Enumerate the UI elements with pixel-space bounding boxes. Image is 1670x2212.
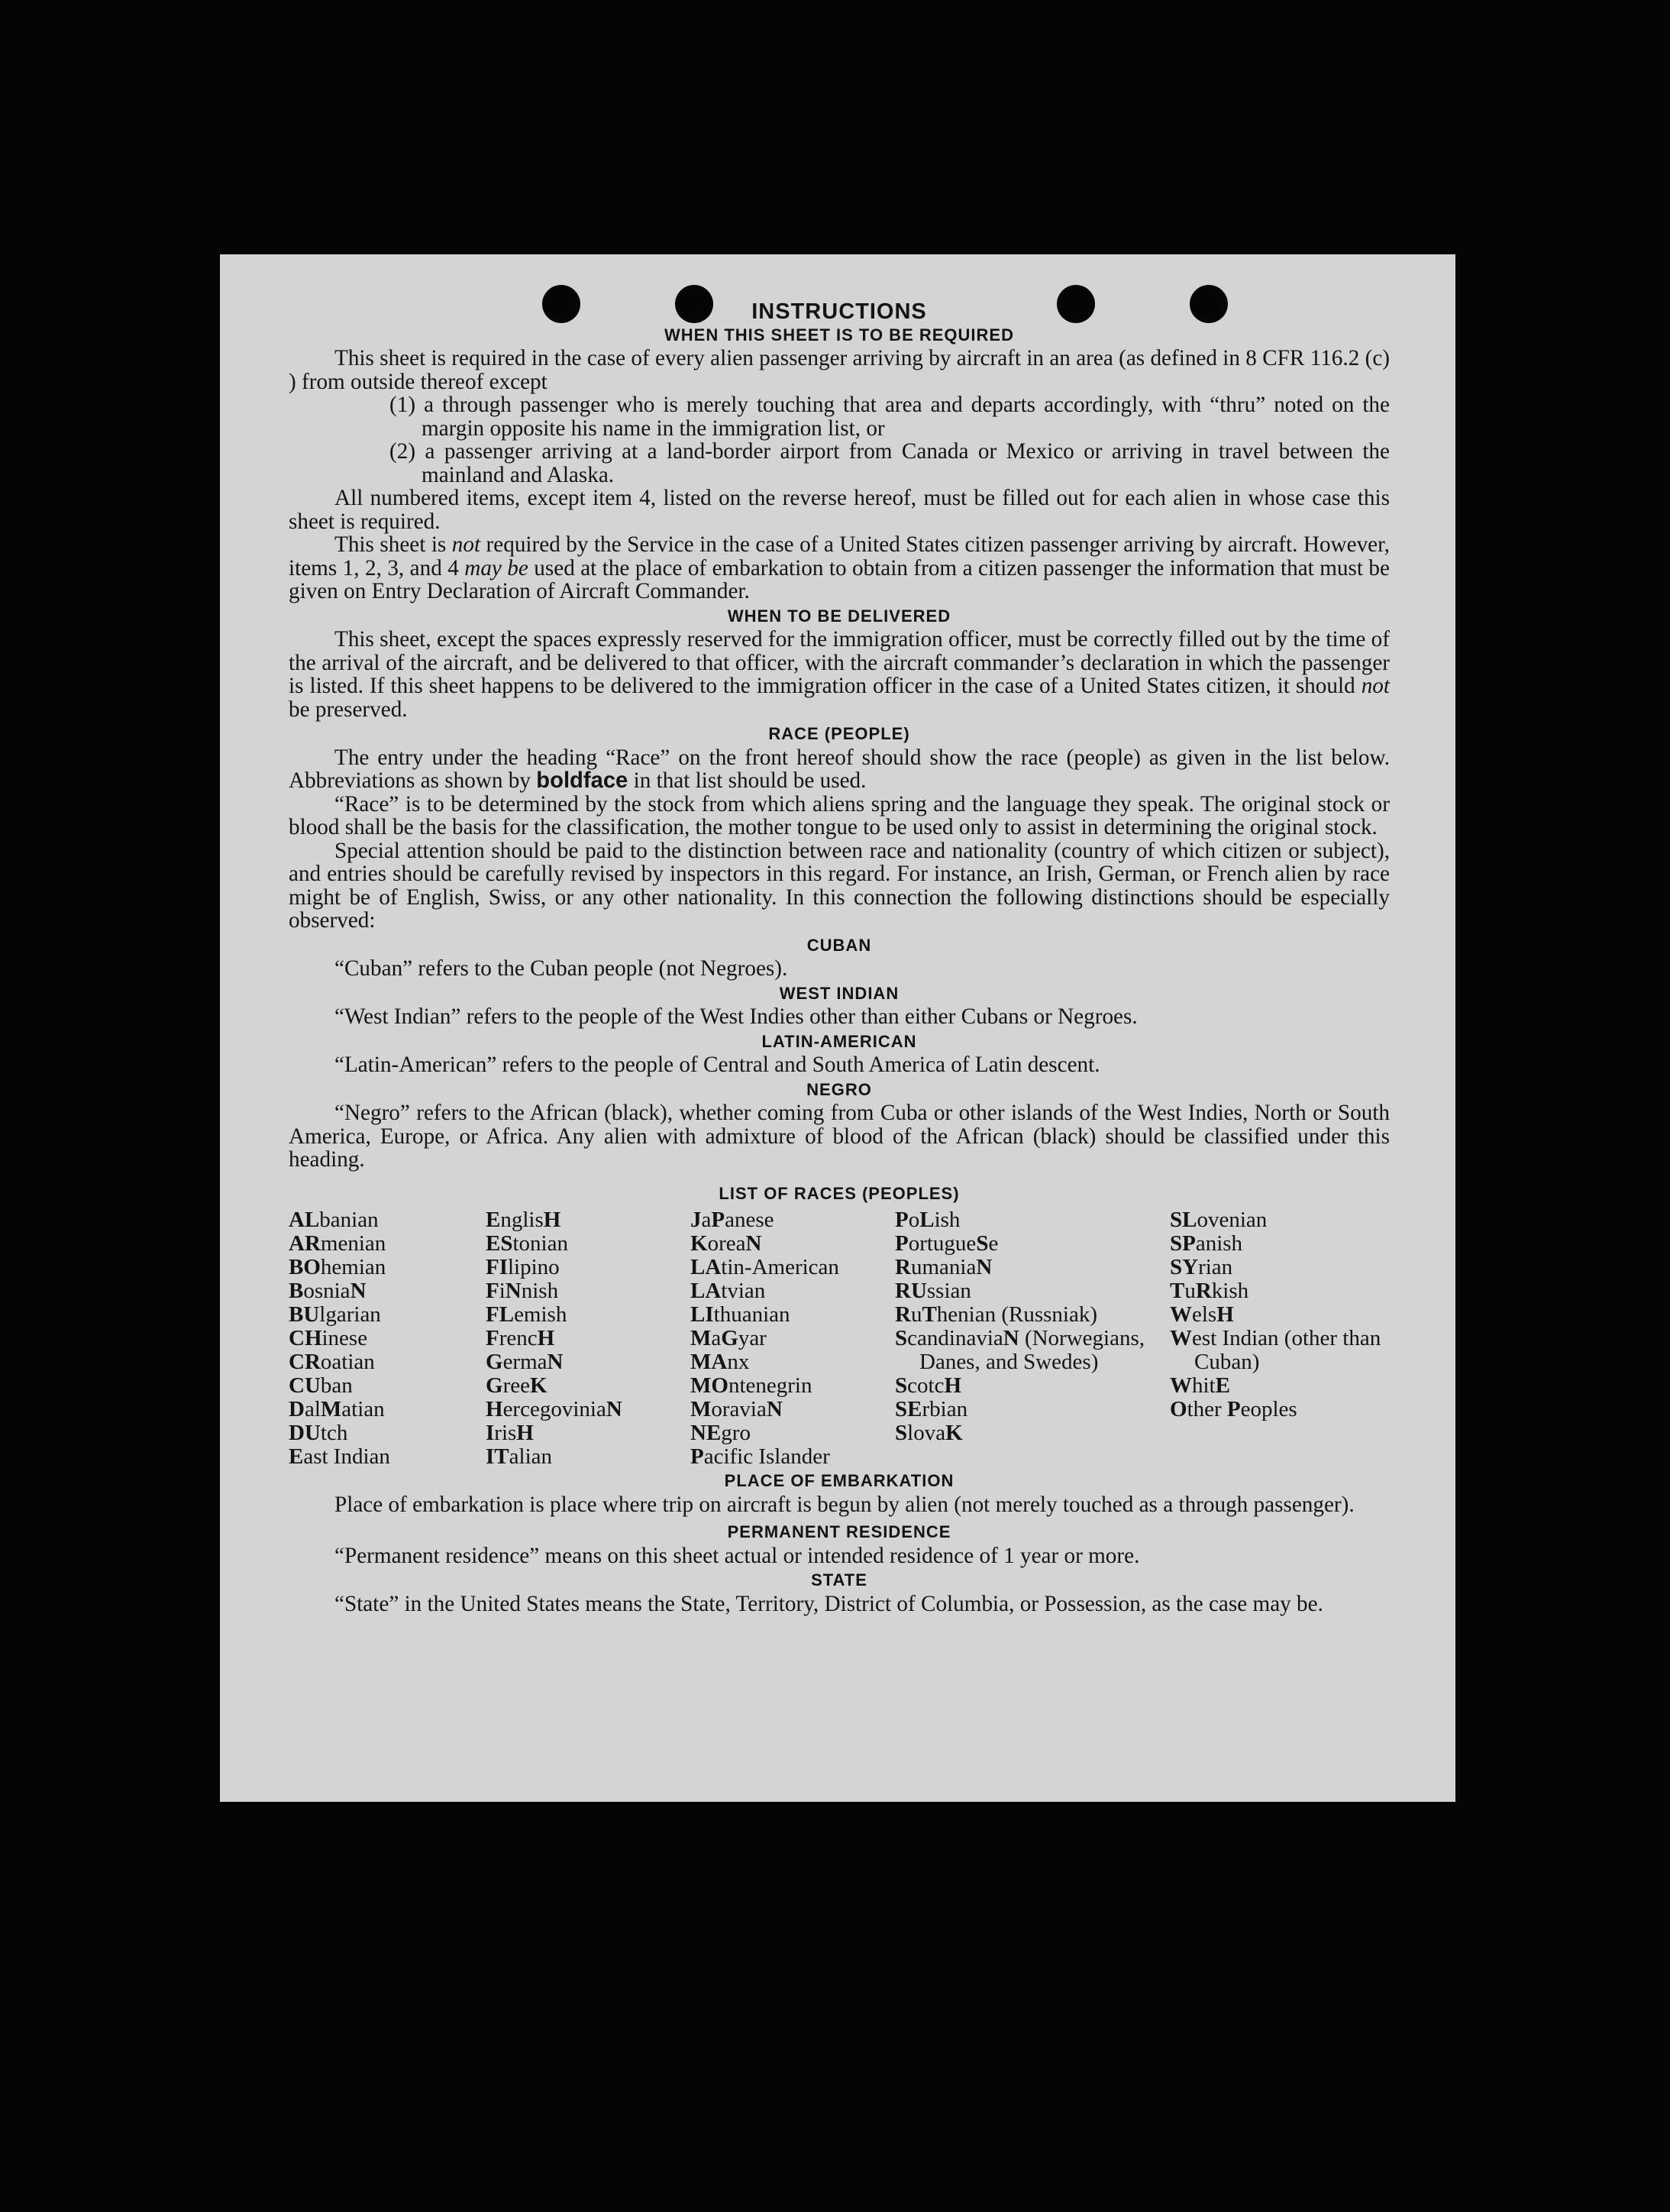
page-title: INSTRUCTIONS xyxy=(751,299,927,324)
section-heading-negro: NEGRO xyxy=(806,1079,872,1099)
race-entry: ScotcH xyxy=(895,1373,962,1398)
race-entry: GreeK xyxy=(486,1373,548,1398)
race-entry: KoreaN xyxy=(690,1231,762,1256)
race-entry: FrencH xyxy=(486,1326,555,1350)
race-entry: FLemish xyxy=(486,1302,567,1327)
section-heading-required: WHEN THIS SHEET IS TO BE REQUIRED xyxy=(664,325,1014,344)
race-entry: PoLish xyxy=(895,1208,961,1232)
race-entry: MAnx xyxy=(690,1350,750,1374)
race-entry: DUtch xyxy=(289,1421,348,1445)
race-entry: CHinese xyxy=(289,1326,368,1350)
section-heading-embarkation: PLACE OF EMBARKATION xyxy=(724,1471,955,1490)
race-entry: ARmenian xyxy=(289,1231,386,1256)
section-heading-state: STATE xyxy=(811,1570,867,1589)
section-heading-cuban: CUBAN xyxy=(806,935,872,955)
race-entry: RumaniaN xyxy=(895,1255,993,1279)
race-entry: East Indian xyxy=(289,1444,390,1469)
race-entry: GermaN xyxy=(486,1350,564,1374)
race-entry: EStonian xyxy=(486,1231,568,1256)
race-entry: SlovaK xyxy=(895,1421,963,1445)
delivered-paragraph: This sheet, except the spaces expressly reserved for the immigration officer, must be correctly filled out by the time of the arrival of the aircraft, and be delivered to that officer, with the aircraft commander’s declaration in which the passenger is listed. If this sheet happens to be delivered to the immigration officer in the case of a United States citizen, it should not be preserved. xyxy=(289,627,1390,722)
race-entry: LAtin-American xyxy=(690,1255,839,1279)
race-entry: BUlgarian xyxy=(289,1302,381,1327)
race-entry: BosniaN xyxy=(289,1279,367,1303)
race-entry: FiNnish xyxy=(486,1279,559,1303)
race-entry: EnglisH xyxy=(486,1208,561,1232)
race-paragraph-3: Special attention should be paid to the distinction between race and nationality (country of which citizen or subject), and entries should be carefully revised by inspectors in this regard. For instance, an Irish, German, or French alien by race might be of English, Swiss, or any other nationality. In this connection the following distinctions should be especially observed: xyxy=(289,838,1390,933)
negro-definition: “Negro” refers to the African (black), whether coming from Cuba or other islands of the West Indies, North or South America, Europe, or Africa. Any alien with admixture of blood of the African (black) should be classified under this heading. xyxy=(289,1101,1390,1172)
embarkation-definition: Place of embarkation is place where trip on aircraft is begun by alien (not merely touched as a through passenger). xyxy=(334,1492,1355,1517)
race-entry: LAtvian xyxy=(690,1279,766,1303)
race-entry: ScandinaviaN (Norwegians, Danes, and Swedes) xyxy=(895,1326,1145,1374)
section-heading-delivered: WHEN TO BE DELIVERED xyxy=(727,606,951,626)
race-entry: RUssian xyxy=(895,1279,971,1303)
race-entry: MOntenegrin xyxy=(690,1373,812,1398)
section-heading-race: RACE (PEOPLE) xyxy=(768,724,910,743)
instructions-body xyxy=(289,300,1390,1615)
race-entry: SYrian xyxy=(1170,1255,1233,1279)
race-entry: FIlipino xyxy=(486,1255,560,1279)
race-entry: BOhemian xyxy=(289,1255,386,1279)
races-column-1 xyxy=(289,1208,480,1469)
race-paragraph-2: “Race” is to be determined by the stock from which aliens spring and the language they speak. The original stock or blood shall be the basis for the classification, the mother tongue to be used only to assist in determining the original stock. xyxy=(289,791,1390,839)
race-entry: SPanish xyxy=(1170,1231,1243,1256)
section-heading-west-indian: WEST INDIAN xyxy=(779,983,900,1003)
residence-definition: “Permanent residence” means on this sheet actual or intended residence of 1 year or more. xyxy=(334,1543,1140,1568)
race-entry: HercegoviniaN xyxy=(486,1397,622,1421)
exception-2: (2) a passenger arriving at a land-border airport from Canada or Mexico or arriving in travel between the mainland and Alaska. xyxy=(389,439,1390,487)
cuban-definition: “Cuban” refers to the Cuban people (not Negroes). xyxy=(334,956,788,981)
section-heading-residence: PERMANENT RESIDENCE xyxy=(727,1522,951,1541)
race-entry: SErbian xyxy=(895,1397,968,1421)
race-entry: Pacific Islander xyxy=(690,1444,830,1469)
races-column-3 xyxy=(690,1208,889,1469)
race-entry: Other Peoples xyxy=(1170,1397,1297,1421)
races-column-4 xyxy=(895,1208,1147,1445)
race-entry: PortugueSe xyxy=(895,1231,999,1256)
required-paragraph-3: This sheet is not required by the Service in the case of a United States citizen passenger arriving by aircraft. However, items 1, 2, 3, and 4 may be used at the place of embarkation to obtain from a citizen passenger the information that must be given on Entry Declaration of Aircraft Commander. xyxy=(289,532,1390,603)
section-heading-races-list: LIST OF RACES (PEOPLES) xyxy=(719,1183,960,1203)
race-entry: WelsH xyxy=(1170,1302,1234,1327)
race-entry: West Indian (other than Cuban) xyxy=(1170,1326,1381,1374)
race-entry: DalMatian xyxy=(289,1397,385,1421)
race-entry: CUban xyxy=(289,1373,353,1398)
required-paragraph-1: This sheet is required in the case of every alien passenger arriving by aircraft in an area (as defined in 8 CFR 116.2 (c) ) from outside thereof except xyxy=(289,346,1390,394)
races-column-2 xyxy=(486,1208,684,1469)
document-page xyxy=(220,254,1455,1802)
state-definition: “State” in the United States means the State, Territory, District of Columbia, or Possession, as the case may be. xyxy=(334,1591,1323,1616)
race-entry: TuRkish xyxy=(1170,1279,1249,1303)
races-list xyxy=(289,1208,1390,1468)
section-heading-latin-american: LATIN-AMERICAN xyxy=(761,1031,917,1051)
race-entry: MoraviaN xyxy=(690,1397,783,1421)
race-entry: ALbanian xyxy=(289,1208,379,1232)
required-paragraph-2: All numbered items, except item 4, listed on the reverse hereof, must be filled out for each alien in whose case this sheet is required. xyxy=(289,486,1390,534)
race-entry: CRoatian xyxy=(289,1350,375,1374)
race-entry: SLovenian xyxy=(1170,1208,1268,1232)
race-entry: JaPanese xyxy=(690,1208,774,1232)
exception-1: (1) a through passenger who is merely touching that area and departs accordingly, with “thru” noted on the margin opposite his name in the immigration list, or xyxy=(389,393,1390,441)
race-entry: WhitE xyxy=(1170,1373,1230,1398)
west-indian-definition: “West Indian” refers to the people of the West Indies other than either Cubans or Negroes. xyxy=(334,1004,1138,1029)
latin-american-definition: “Latin-American” refers to the people of Central and South America of Latin descent. xyxy=(334,1053,1100,1077)
race-entry: MaGyar xyxy=(690,1326,767,1350)
race-entry: RuThenian (Russniak) xyxy=(895,1302,1098,1327)
race-entry: ITalian xyxy=(486,1444,552,1469)
race-entry: NEgro xyxy=(690,1421,751,1445)
race-paragraph-1: The entry under the heading “Race” on the front hereof should show the race (people) as given in the list below. Abbreviations as shown by boldface in that list should be used. xyxy=(289,745,1390,793)
race-entry: IrisH xyxy=(486,1421,534,1445)
races-column-5 xyxy=(1170,1208,1390,1421)
race-entry: LIthuanian xyxy=(690,1302,790,1327)
